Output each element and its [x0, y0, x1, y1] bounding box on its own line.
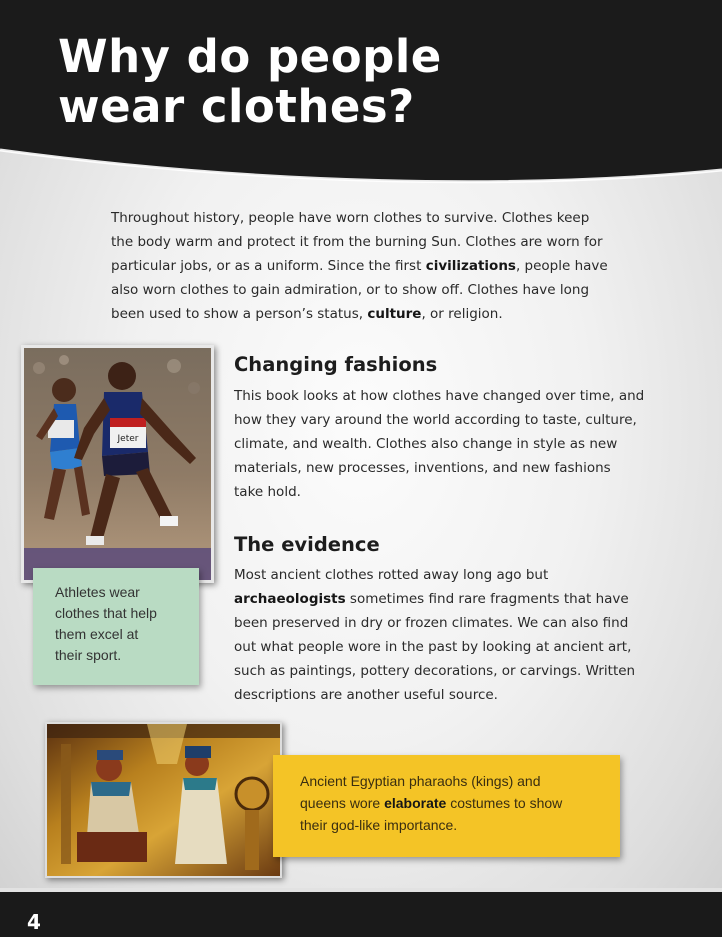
text-run: their god-like importance. — [300, 817, 458, 833]
athletes-caption-text — [55, 582, 189, 666]
text-run: , people have — [515, 258, 608, 274]
text-line — [111, 282, 589, 298]
intro-paragraph — [111, 206, 631, 326]
heading-the-evidence: The evidence — [234, 533, 380, 556]
athletes-caption — [33, 568, 199, 685]
text-line — [234, 663, 635, 679]
title-line-2: wear clothes? — [58, 80, 415, 133]
bib-text: Jeter — [117, 434, 139, 444]
text-line — [55, 647, 121, 663]
athletes-photo — [21, 345, 214, 583]
text-line — [234, 615, 628, 631]
text-line — [234, 412, 637, 428]
title-line-1: Why do people — [58, 30, 442, 83]
text-line — [300, 795, 562, 811]
text-run: take hold. — [234, 484, 301, 500]
text-line — [55, 626, 138, 642]
heading-changing-fashions: Changing fashions — [234, 353, 438, 376]
text-line — [111, 258, 608, 274]
page-header — [0, 0, 722, 190]
text-line — [234, 484, 301, 500]
text-run: This book looks at how clothes have changed over time, and — [234, 388, 645, 404]
bold-term: elaborate — [384, 795, 447, 811]
text-line — [111, 306, 503, 322]
text-run: climate, and wealth. Clothes also change in style as new — [234, 436, 618, 452]
bold-term: archaeologists — [234, 591, 346, 607]
text-run: been preserved in dry or frozen climates. We can also find — [234, 615, 629, 631]
changing-fashions-text — [234, 384, 654, 504]
text-line — [234, 567, 548, 583]
text-run: how they vary around the world according to taste, culture, — [234, 412, 637, 428]
text-line — [234, 639, 631, 655]
text-run: descriptions are another useful source. — [234, 687, 498, 703]
text-line — [300, 817, 457, 833]
bold-term: civilizations — [425, 258, 516, 274]
text-run: Athletes wear — [55, 584, 140, 600]
text-run: been used to show a person’s status, — [111, 306, 368, 322]
page-title — [58, 32, 442, 132]
text-run: Throughout history, people have worn clothes to survive. Clothes keep — [111, 210, 590, 226]
evidence-text — [234, 563, 654, 707]
egypt-caption — [273, 755, 620, 857]
text-line — [111, 210, 589, 226]
text-run: , or religion. — [421, 306, 503, 322]
text-run: sometimes find rare fragments that have — [345, 591, 629, 607]
text-run: such as paintings, pottery decorations, or carvings. Written — [234, 663, 636, 679]
page-footer — [0, 888, 722, 937]
page-number: 4 — [27, 910, 41, 934]
sprinters-illustration — [24, 348, 211, 580]
pharaoh-throne-illustration — [47, 724, 280, 876]
text-line — [234, 388, 644, 404]
text-run: materials, new processes, inventions, and new fashions — [234, 460, 611, 476]
text-run: clothes that help — [55, 605, 157, 621]
text-run: queens wore — [300, 795, 385, 811]
text-run: also worn clothes to gain admiration, or to show off. Clothes have long — [111, 282, 590, 298]
text-run: particular jobs, or as a uniform. Since the first — [111, 258, 426, 274]
text-run: out what people wore in the past by looking at ancient art, — [234, 639, 632, 655]
text-run: the body warm and protect it from the burning Sun. Clothes are worn for — [111, 234, 603, 250]
text-run: Most ancient clothes rotted away long ago but — [234, 567, 549, 583]
text-run: costumes to show — [446, 795, 563, 811]
bold-term: culture — [367, 306, 422, 322]
text-line — [55, 584, 140, 600]
text-line — [234, 687, 498, 703]
egypt-caption-text — [300, 770, 602, 836]
egyptian-throne-photo — [45, 722, 282, 878]
text-line — [111, 234, 603, 250]
text-run: them excel at — [55, 626, 139, 642]
text-run: Ancient Egyptian pharaohs (kings) and — [300, 773, 541, 789]
text-line — [234, 460, 611, 476]
text-line — [300, 773, 540, 789]
text-line — [234, 436, 617, 452]
text-line — [55, 605, 157, 621]
text-line — [234, 591, 629, 607]
text-run: their sport. — [55, 647, 122, 663]
